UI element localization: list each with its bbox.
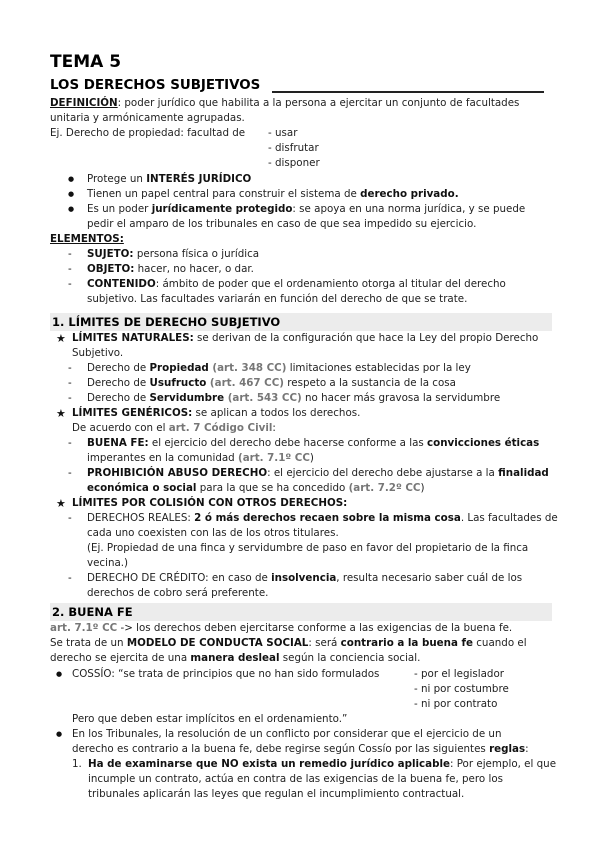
star-icon: ★	[56, 332, 66, 345]
derechos-reales-example-cont: vecina.)	[87, 557, 129, 569]
dash-icon: -	[68, 437, 72, 449]
derechos-reales-example: (Ej. Propiedad de una finca y servidumbre de paso en favor del propietario de la finca	[87, 542, 529, 554]
rule-1-cont: incumple un contrato, actúa en contra de las exigencias de la buena fe, pero los	[88, 773, 503, 785]
buena-fe-model: Se trata de un MODELO DE CONDUCTA SOCIAL: será contrario a la buena fe cuando el	[50, 637, 527, 649]
bullet-icon: ●	[68, 190, 75, 198]
dash-icon: -	[68, 572, 72, 584]
dash-icon: -	[68, 467, 72, 479]
elements-label: ELEMENTOS:	[50, 233, 124, 245]
faculty-item: - disfrutar	[268, 142, 319, 154]
rule-1: Ha de examinarse que NO exista un remedio jurídico aplicable: Por ejemplo, el que	[88, 758, 557, 770]
collision-limits: LÍMITES POR COLISIÓN CON OTROS DERECHOS:	[72, 497, 348, 509]
bullet-papel: Tienen un papel central para construir el sistema de derecho privado.	[87, 188, 459, 200]
subtitle-underline	[272, 91, 544, 93]
definition-line-1: DEFINICIÓN: poder jurídico que habilita a la persona a ejercitar un conjunto de facultades	[50, 97, 520, 109]
buena-fe-model-cont: derecho se ejercita de una manera desleal según la conciencia social.	[50, 652, 421, 664]
star-icon: ★	[56, 497, 66, 510]
section-1-heading: 1. LÍMITES DE DERECHO SUBJETIVO	[52, 315, 281, 329]
cossio-quote-end: Pero que deben estar implícitos en el ordenamiento.”	[72, 713, 348, 725]
bullet-icon: ●	[68, 205, 75, 213]
bullet-icon: ●	[68, 175, 75, 183]
dash-icon: -	[68, 362, 72, 374]
element-sujeto: SUJETO: persona física o jurídica	[87, 248, 260, 260]
limit-buena-fe-cont: imperantes en la comunidad (art. 7.1º CC)	[87, 452, 314, 464]
limit-servidumbre: Derecho de Servidumbre (art. 543 CC) no hacer más gravosa la servidumbre	[87, 392, 501, 404]
definition-example: Ej. Derecho de propiedad: facultad de	[50, 127, 246, 139]
definition-line-2: unitaria y armónicamente agrupadas.	[50, 112, 245, 124]
element-objeto: OBJETO: hacer, no hacer, o dar.	[87, 263, 254, 275]
cossio-item: - ni por costumbre	[414, 683, 509, 695]
derechos-reales: DERECHOS REALES: 2 ó más derechos recaen sobre la misma cosa. Las facultades de	[87, 512, 558, 524]
generic-limits: LÍMITES GENÉRICOS: se aplican a todos los derechos.	[72, 407, 361, 419]
bullet-interes: Protege un INTERÉS JURÍDICO	[87, 173, 252, 185]
derecho-credito: DERECHO DE CRÉDITO: en caso de insolvencia, resulta necesario saber cuál de los	[87, 572, 523, 584]
section-2-heading: 2. BUENA FE	[52, 605, 133, 619]
limit-abuso: PROHIBICIÓN ABUSO DERECHO: el ejercicio del derecho debe ajustarse a la finalidad	[87, 467, 549, 479]
dash-icon: -	[68, 392, 72, 404]
natural-limits: LÍMITES NATURALES: se derivan de la configuración que hace la Ley del propio Derecho	[72, 332, 539, 344]
dash-icon: -	[68, 263, 72, 275]
limit-buena-fe: BUENA FE: el ejercicio del derecho debe hacerse conforme a las convicciones éticas	[87, 437, 540, 449]
dash-icon: -	[68, 512, 72, 524]
dash-icon: -	[68, 248, 72, 260]
tribunales-line-1: En los Tribunales, la resolución de un conflicto por considerar que el ejercicio de un	[72, 728, 502, 740]
bullet-poder: Es un poder jurídicamente protegido: se apoya en una norma jurídica, y se puede	[87, 203, 526, 215]
page-title: TEMA 5	[50, 52, 122, 72]
limit-propiedad: Derecho de Propiedad (art. 348 CC) limitaciones establecidas por la ley	[87, 362, 471, 374]
rule-1-cont-2: tribunales aplicarán las leyes que regulan el incumplimiento contractual.	[88, 788, 465, 800]
bullet-icon: ●	[56, 730, 63, 738]
cossio-quote: COSSÍO: “se trata de principios que no han sido formulados	[72, 668, 380, 680]
element-contenido: CONTENIDO: ámbito de poder que el ordenamiento otorga al titular del derecho	[87, 278, 506, 290]
dash-icon: -	[68, 278, 72, 290]
natural-limits-cont: Subjetivo.	[72, 347, 124, 359]
buena-fe-article: art. 7.1º CC -> los derechos deben ejercitarse conforme a las exigencias de la buena fe.	[50, 622, 513, 634]
derechos-reales-cont: cada uno coexisten con las de los otros titulares.	[87, 527, 339, 539]
star-icon: ★	[56, 407, 66, 420]
bullet-poder-cont: pedir el amparo de los tribunales en caso de que sea impedido su ejercicio.	[87, 218, 477, 230]
limit-abuso-cont: económica o social para la que se ha concedido (art. 7.2º CC)	[87, 482, 425, 494]
page-subtitle: LOS DERECHOS SUBJETIVOS	[50, 78, 261, 93]
generic-limits-cont: De acuerdo con el art. 7 Código Civil:	[72, 422, 276, 434]
derecho-credito-cont: derechos de cobro será preferente.	[87, 587, 269, 599]
cossio-item: - ni por contrato	[414, 698, 498, 710]
element-contenido-cont: subjetivo. Las facultades variarán en función del derecho de que se trate.	[87, 293, 468, 305]
bullet-icon: ●	[56, 670, 63, 678]
limit-usufructo: Derecho de Usufructo (art. 467 CC) respeto a la sustancia de la cosa	[87, 377, 456, 389]
dash-icon: -	[68, 377, 72, 389]
faculty-item: - disponer	[268, 157, 320, 169]
cossio-item: - por el legislador	[414, 668, 504, 680]
tribunales-line-2: derecho es contrario a la buena fe, debe regirse según Cossío por las siguientes reglas:	[72, 743, 529, 755]
rule-number: 1.	[72, 758, 82, 770]
faculty-item: - usar	[268, 127, 298, 139]
